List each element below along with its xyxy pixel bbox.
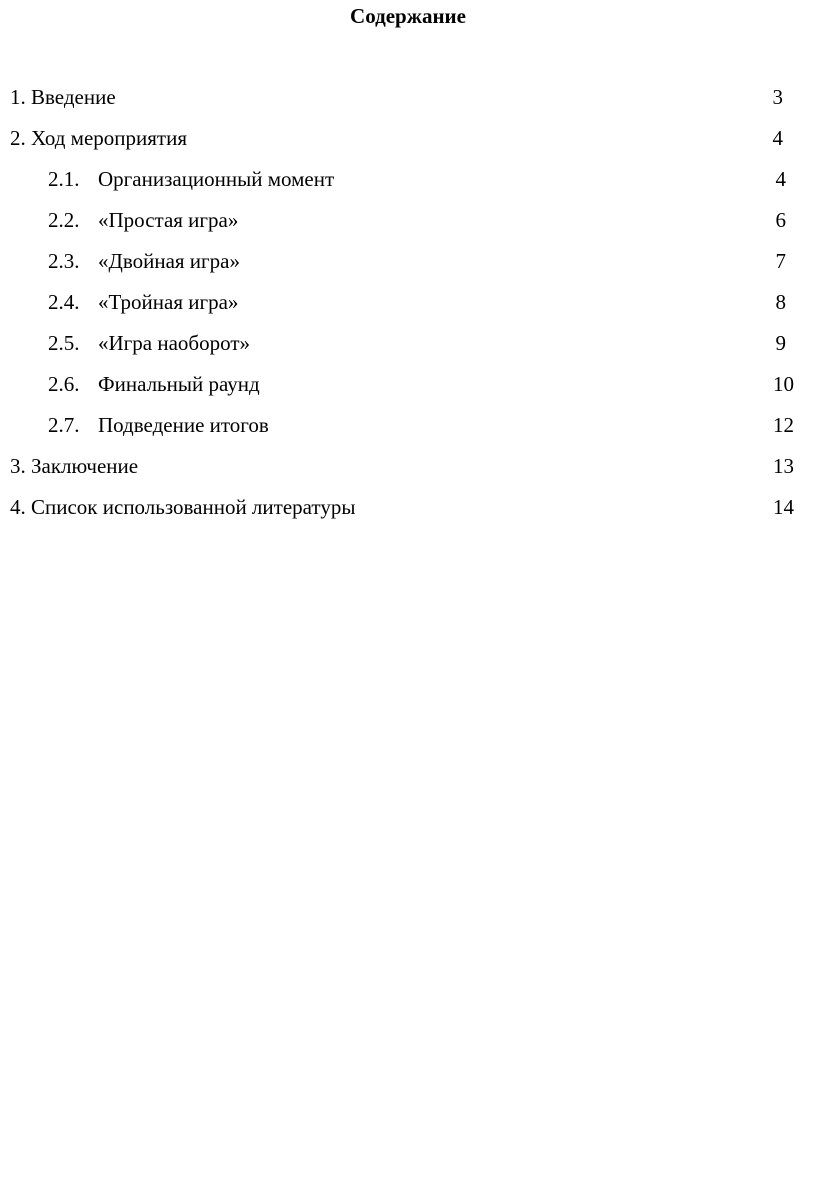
toc-entry-page: 6 — [775, 208, 786, 232]
toc-entry-text: Ход мероприятия — [31, 126, 187, 150]
toc-entry-label — [10, 453, 138, 479]
toc-entry-text: «Двойная игра» — [98, 249, 240, 273]
toc-entry-2-6 — [10, 371, 794, 412]
toc-entry-number: 2.6. — [48, 372, 80, 396]
toc-entry-page: 10 — [773, 372, 794, 396]
toc-entry-3 — [10, 453, 794, 494]
toc-entry-text: Организационный момент — [98, 167, 335, 191]
toc-entry-number: 2.4. — [48, 290, 80, 314]
toc-entry-page: 12 — [773, 413, 794, 437]
toc-entry-page: 4 — [775, 167, 786, 191]
toc-entry-2-5 — [10, 330, 794, 371]
toc-entry-2-1 — [10, 166, 794, 207]
toc-entry-2-4 — [10, 289, 794, 330]
toc-entry-number: 2.2. — [48, 208, 80, 232]
toc-entry-number: 2.7. — [48, 413, 80, 437]
toc-entry-number: 4. — [10, 495, 26, 519]
table-of-contents — [10, 84, 794, 535]
toc-entry-text: «Игра наоборот» — [98, 331, 250, 355]
toc-entry-page: 7 — [775, 249, 786, 273]
toc-entry-page: 9 — [775, 331, 786, 355]
toc-entry-text: «Тройная игра» — [98, 290, 239, 314]
toc-entry-1 — [10, 84, 794, 125]
toc-entry-text: «Простая игра» — [98, 208, 239, 232]
toc-entry-number: 2.1. — [48, 167, 80, 191]
toc-entry-2 — [10, 125, 794, 166]
toc-entry-number: 2.3. — [48, 249, 80, 273]
toc-entry-2-7 — [10, 412, 794, 453]
toc-entry-2-3 — [10, 248, 794, 289]
toc-entry-label — [10, 84, 116, 110]
toc-entry-text: Заключение — [31, 454, 139, 478]
toc-entry-2-2 — [10, 207, 794, 248]
page-title: Содержание — [350, 4, 466, 28]
toc-entry-page: 13 — [773, 454, 794, 478]
toc-entry-number: 2.5. — [48, 331, 80, 355]
toc-entry-label — [10, 494, 355, 520]
toc-entry-page: 4 — [772, 126, 783, 150]
toc-entry-page: 3 — [772, 85, 783, 109]
toc-entry-number: 1. — [10, 85, 26, 109]
toc-entry-text: Введение — [31, 85, 116, 109]
toc-entry-text: Финальный раунд — [98, 372, 260, 396]
toc-entry-number: 3. — [10, 454, 26, 478]
toc-entry-text: Подведение итогов — [98, 413, 269, 437]
toc-entry-page: 8 — [775, 290, 786, 314]
toc-entry-page: 14 — [773, 495, 794, 519]
toc-entry-text: Список использованной литературы — [31, 495, 356, 519]
toc-entry-label — [10, 125, 187, 151]
toc-entry-4 — [10, 494, 794, 535]
toc-entry-number: 2. — [10, 126, 26, 150]
